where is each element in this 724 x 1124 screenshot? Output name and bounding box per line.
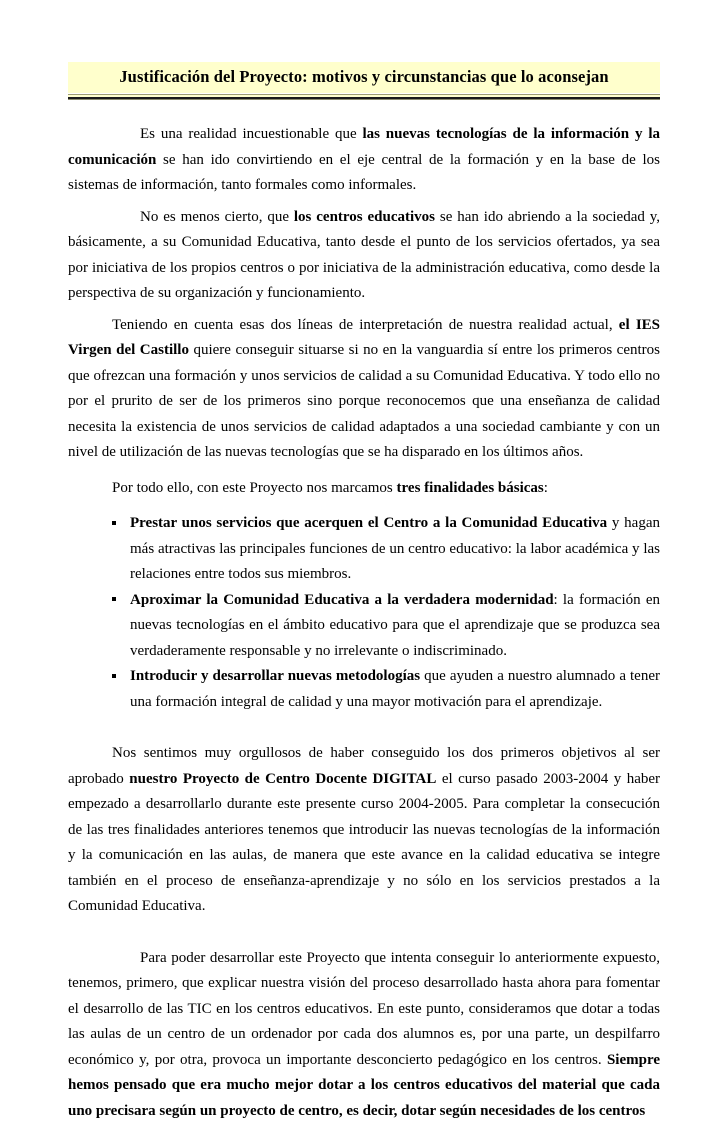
- paragraph-5: [68, 741, 660, 920]
- paragraph-2-run-2: se han ido abriendo a la sociedad y, básicamente, a su Comunidad Educativa, tanto desde el punto de los servicios ofertados, ya sea por iniciativa de los propios centros o por iniciativa de la administración educativa, como desde la perspectiva de su organización y funcionamiento.: [68, 209, 660, 302]
- list-item-text: y hagan más atractivas las principales funciones de un centro educativo: la labor académica y las relaciones entre todos sus miembros.: [130, 515, 660, 582]
- title-border-shadow: [68, 99, 660, 100]
- paragraph-6-run-1: Para poder desarrollar este Proyecto que intenta conseguir lo anteriormente expuesto, tenemos, primero, que explicar nuestra visión del proceso desarrollado hasta ahora para fomentar el desarrollo de las TIC en los centros educativos. En este punto, consideramos que dotar a todas las aulas de un centro de un ordenador por cada dos alumnos es, por una parte, un despilfarro económico y, por otra, provoca un importante desconcierto pedagógico en los centros.: [68, 950, 660, 1068]
- list-item-bold: Prestar unos servicios que acerquen el Centro a la Comunidad Educativa: [130, 515, 607, 531]
- document-title-block: [68, 62, 660, 100]
- paragraph-spacer: [68, 715, 660, 741]
- paragraph-3-run-2: quiere conseguir situarse si no en la vanguardia sí entre los primeros centros que ofrezcan una formación y unos servicios de calidad a su Comunidad Educativa. Y todo ello no por el prurito de ser de los primeros sino porque reconocemos que una enseñanza de calidad necesita la existencia de unos servicios de calidad adaptados a una sociedad cambiante y con un nivel de utilización de las nuevas tecnologías que se ha disparado en los últimos años.: [68, 342, 660, 460]
- square-bullet-icon: [112, 588, 122, 614]
- list-item-text: : la formación en nuevas tecnologías en el ámbito educativo para que el aprendizaje que se produzca sea verdaderamente responsable y no irrelevante o indiscriminado.: [130, 592, 660, 659]
- paragraph-4-bold-1: tres finalidades básicas: [397, 480, 544, 496]
- finalidades-list: [68, 511, 660, 715]
- square-bullet-icon: [112, 664, 122, 690]
- list-item: [68, 664, 660, 715]
- list-item-bold: Introducir y desarrollar nuevas metodologías: [130, 668, 420, 684]
- list-item-text: que ayuden a nuestro alumnado a tener una formación integral de calidad y una mayor motivación para el aprendizaje.: [130, 668, 660, 710]
- paragraph-spacer: [68, 920, 660, 946]
- list-spacer: [68, 501, 660, 511]
- page-title: Justificación del Proyecto: motivos y circunstancias que lo aconsejan: [78, 67, 650, 87]
- list-item: [68, 511, 660, 588]
- paragraph-4-list-lead-in: [68, 476, 660, 502]
- paragraph-2-bold-1: los centros educativos: [294, 209, 435, 225]
- list-item-bold: Aproximar la Comunidad Educativa a la verdadera modernidad: [130, 592, 554, 608]
- paragraph-4-run-1: Por todo ello, con este Proyecto nos marcamos: [112, 480, 397, 496]
- paragraph-5-bold-1: nuestro Proyecto de Centro Docente DIGITAL: [129, 771, 436, 787]
- paragraph-1-run-2: se han ido convirtiendo en el eje central de la formación y en la base de los sistemas de información, tanto formales como informales.: [68, 152, 660, 194]
- paragraph-3: [68, 313, 660, 466]
- paragraph-2-run-1: No es menos cierto, que: [140, 209, 294, 225]
- paragraph-4-run-2: :: [544, 480, 548, 496]
- paragraph-2: [68, 205, 660, 307]
- title-highlight-bar: [68, 62, 660, 93]
- paragraph-1-run-1: Es una realidad incuestionable que: [140, 126, 362, 142]
- list-item: [68, 588, 660, 665]
- paragraph-spacer: [68, 466, 660, 476]
- paragraph-6: [68, 946, 660, 1124]
- paragraph-3-run-1: Teniendo en cuenta esas dos líneas de interpretación de nuestra realidad actual,: [112, 317, 619, 333]
- paragraph-5-run-1: Nos sentimos muy orgullosos de haber conseguido los dos primeros objetivos al ser aprobado: [68, 745, 660, 787]
- document-body: [68, 122, 660, 1124]
- paragraph-6-bold-1: Siempre hemos pensado que era mucho mejor dotar a los centros educativos del material que cada uno precisara según un proyecto de centro, es decir, dotar según necesidades de los centros: [68, 1052, 660, 1119]
- square-bullet-icon: [112, 511, 122, 537]
- paragraph-1-bold-1: las nuevas tecnologías de la información y la comunicación: [68, 126, 660, 168]
- paragraph-3-bold-1: el IES Virgen del Castillo: [68, 317, 660, 359]
- paragraph-1: [68, 122, 660, 199]
- paragraph-5-run-2: el curso pasado 2003-2004 y haber empezado a desarrollarlo durante este presente curso 2004-2005. Para completar la consecución de las tres finalidades anteriores tenemos que introducir las nuevas tecnologías de la información y la comunicación en las aulas, de manera que este avance en la calidad educativa se integre también en el proceso de enseñanza-aprendizaje y no sólo en los servicios prestados a la Comunidad Educativa.: [68, 771, 660, 915]
